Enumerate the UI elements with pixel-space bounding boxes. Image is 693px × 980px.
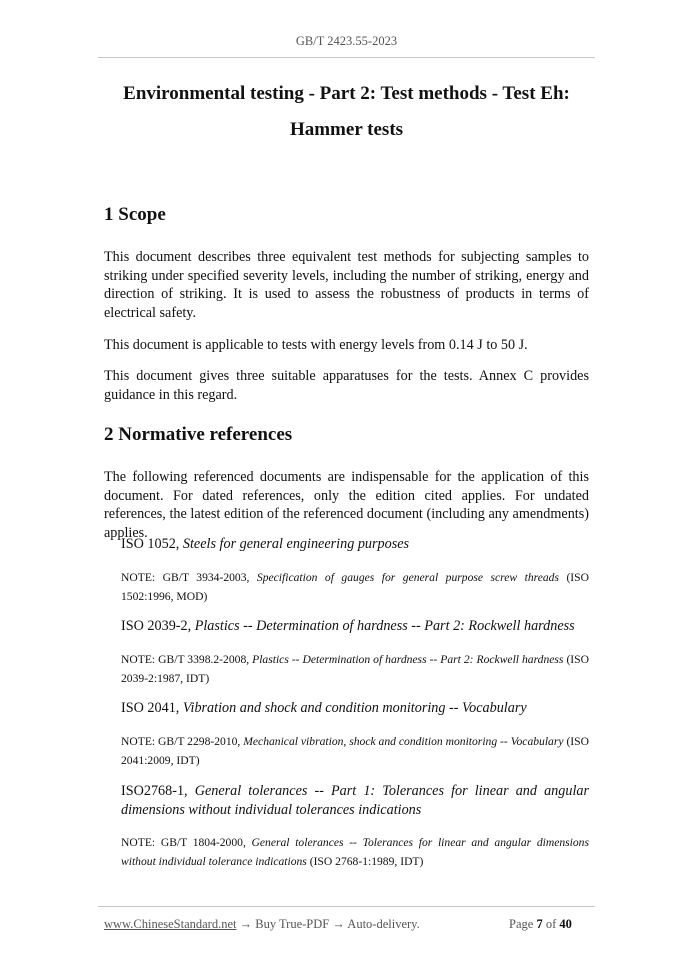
note-prefix: NOTE: GB/T 3934-2003, [121, 571, 257, 584]
note-title: Plastics -- Determination of hardness -- Part 2: Rockwell hardness [252, 653, 564, 666]
page-indicator [509, 917, 572, 932]
normative-intro-paragraph: The following referenced documents are indispensable for the application of this document. For dated references, only the edition cited applies. For undated references, the latest edition of the referenced document (including any amendments) applies. [104, 469, 589, 541]
note-suffix: (ISO 1502:1996, MOD) [121, 571, 589, 603]
note-suffix: (ISO 2768-1:1989, IDT) [306, 855, 424, 868]
buy-true-pdf-link[interactable]: Buy True-PDF [252, 917, 333, 931]
note-title: General tolerances -- Tolerances for linear and angular dimensions without individual tolerance indications [121, 836, 589, 868]
note-title: Specification of gauges for general purpose screw threads [256, 571, 559, 584]
reference-note [121, 650, 589, 688]
reference-title: Vibration and shock and condition monitoring -- Vocabulary [182, 700, 527, 716]
note-suffix: (ISO 2041:2009, IDT) [121, 735, 589, 767]
reference-title: General tolerances -- Part 1: Tolerances for linear and angular dimensions without individual tolerances indications [121, 783, 590, 818]
reference-title: Steels for general engineering purposes [182, 536, 410, 552]
note-title: Mechanical vibration, shock and condition monitoring -- Vocabulary [243, 735, 564, 748]
site-link[interactable]: www.ChineseStandard.net [104, 917, 237, 931]
note-prefix: NOTE: GB/T 2298-2010, [121, 735, 244, 748]
reference-note [121, 833, 589, 871]
auto-delivery-text: Auto-delivery. [344, 917, 420, 931]
reference-title: Plastics -- Determination of hardness -- Part 2: Rockwell hardness [194, 618, 575, 634]
reference-note [121, 568, 589, 606]
scope-paragraph-2: This document is applicable to tests with energy levels from 0.14 J to 50 J. [104, 337, 528, 353]
reference-code: ISO 1052, [121, 536, 183, 552]
of-label: of [542, 917, 560, 931]
document-title-line2: Hammer tests [289, 119, 404, 140]
page-number: 7 [536, 917, 543, 931]
document-title-line1: Environmental testing - Part 2: Test methods - Test Eh: [123, 83, 570, 104]
reference-entry [121, 782, 589, 820]
running-header: GB/T 2423.55-2023 [295, 34, 398, 48]
page-total: 40 [559, 917, 572, 931]
header-divider [98, 57, 595, 58]
arrow-icon: → [332, 917, 345, 931]
note-suffix: (ISO 2039-2:1987, IDT) [121, 653, 589, 685]
reference-code: ISO 2039-2, [121, 618, 195, 634]
scope-paragraph-3: This document gives three suitable apparatuses for the tests. Annex C provides guidance in this regard. [104, 368, 589, 403]
note-prefix: NOTE: GB/T 1804-2000, [121, 836, 252, 849]
reference-code: ISO2768-1, [121, 783, 195, 799]
footer-links [104, 917, 420, 932]
scope-paragraph-1: This document describes three equivalent test methods for subjecting samples to striking under specified severity levels, including the number of striking, energy and direction of striking. It is used to assess the robustness of products in terms of electrical safety. [104, 249, 589, 321]
reference-entry [121, 535, 589, 554]
note-prefix: NOTE: GB/T 3398.2-2008, [121, 653, 253, 666]
arrow-icon: → [239, 917, 253, 931]
reference-code: ISO 2041, [121, 700, 183, 716]
footer-divider [98, 906, 595, 907]
reference-note [121, 732, 589, 770]
reference-entry [121, 699, 589, 718]
section-heading-normative-references: 2 Normative references [104, 424, 293, 445]
page-label: Page [509, 917, 537, 931]
section-heading-scope: 1 Scope [104, 204, 166, 225]
reference-entry [121, 617, 589, 636]
